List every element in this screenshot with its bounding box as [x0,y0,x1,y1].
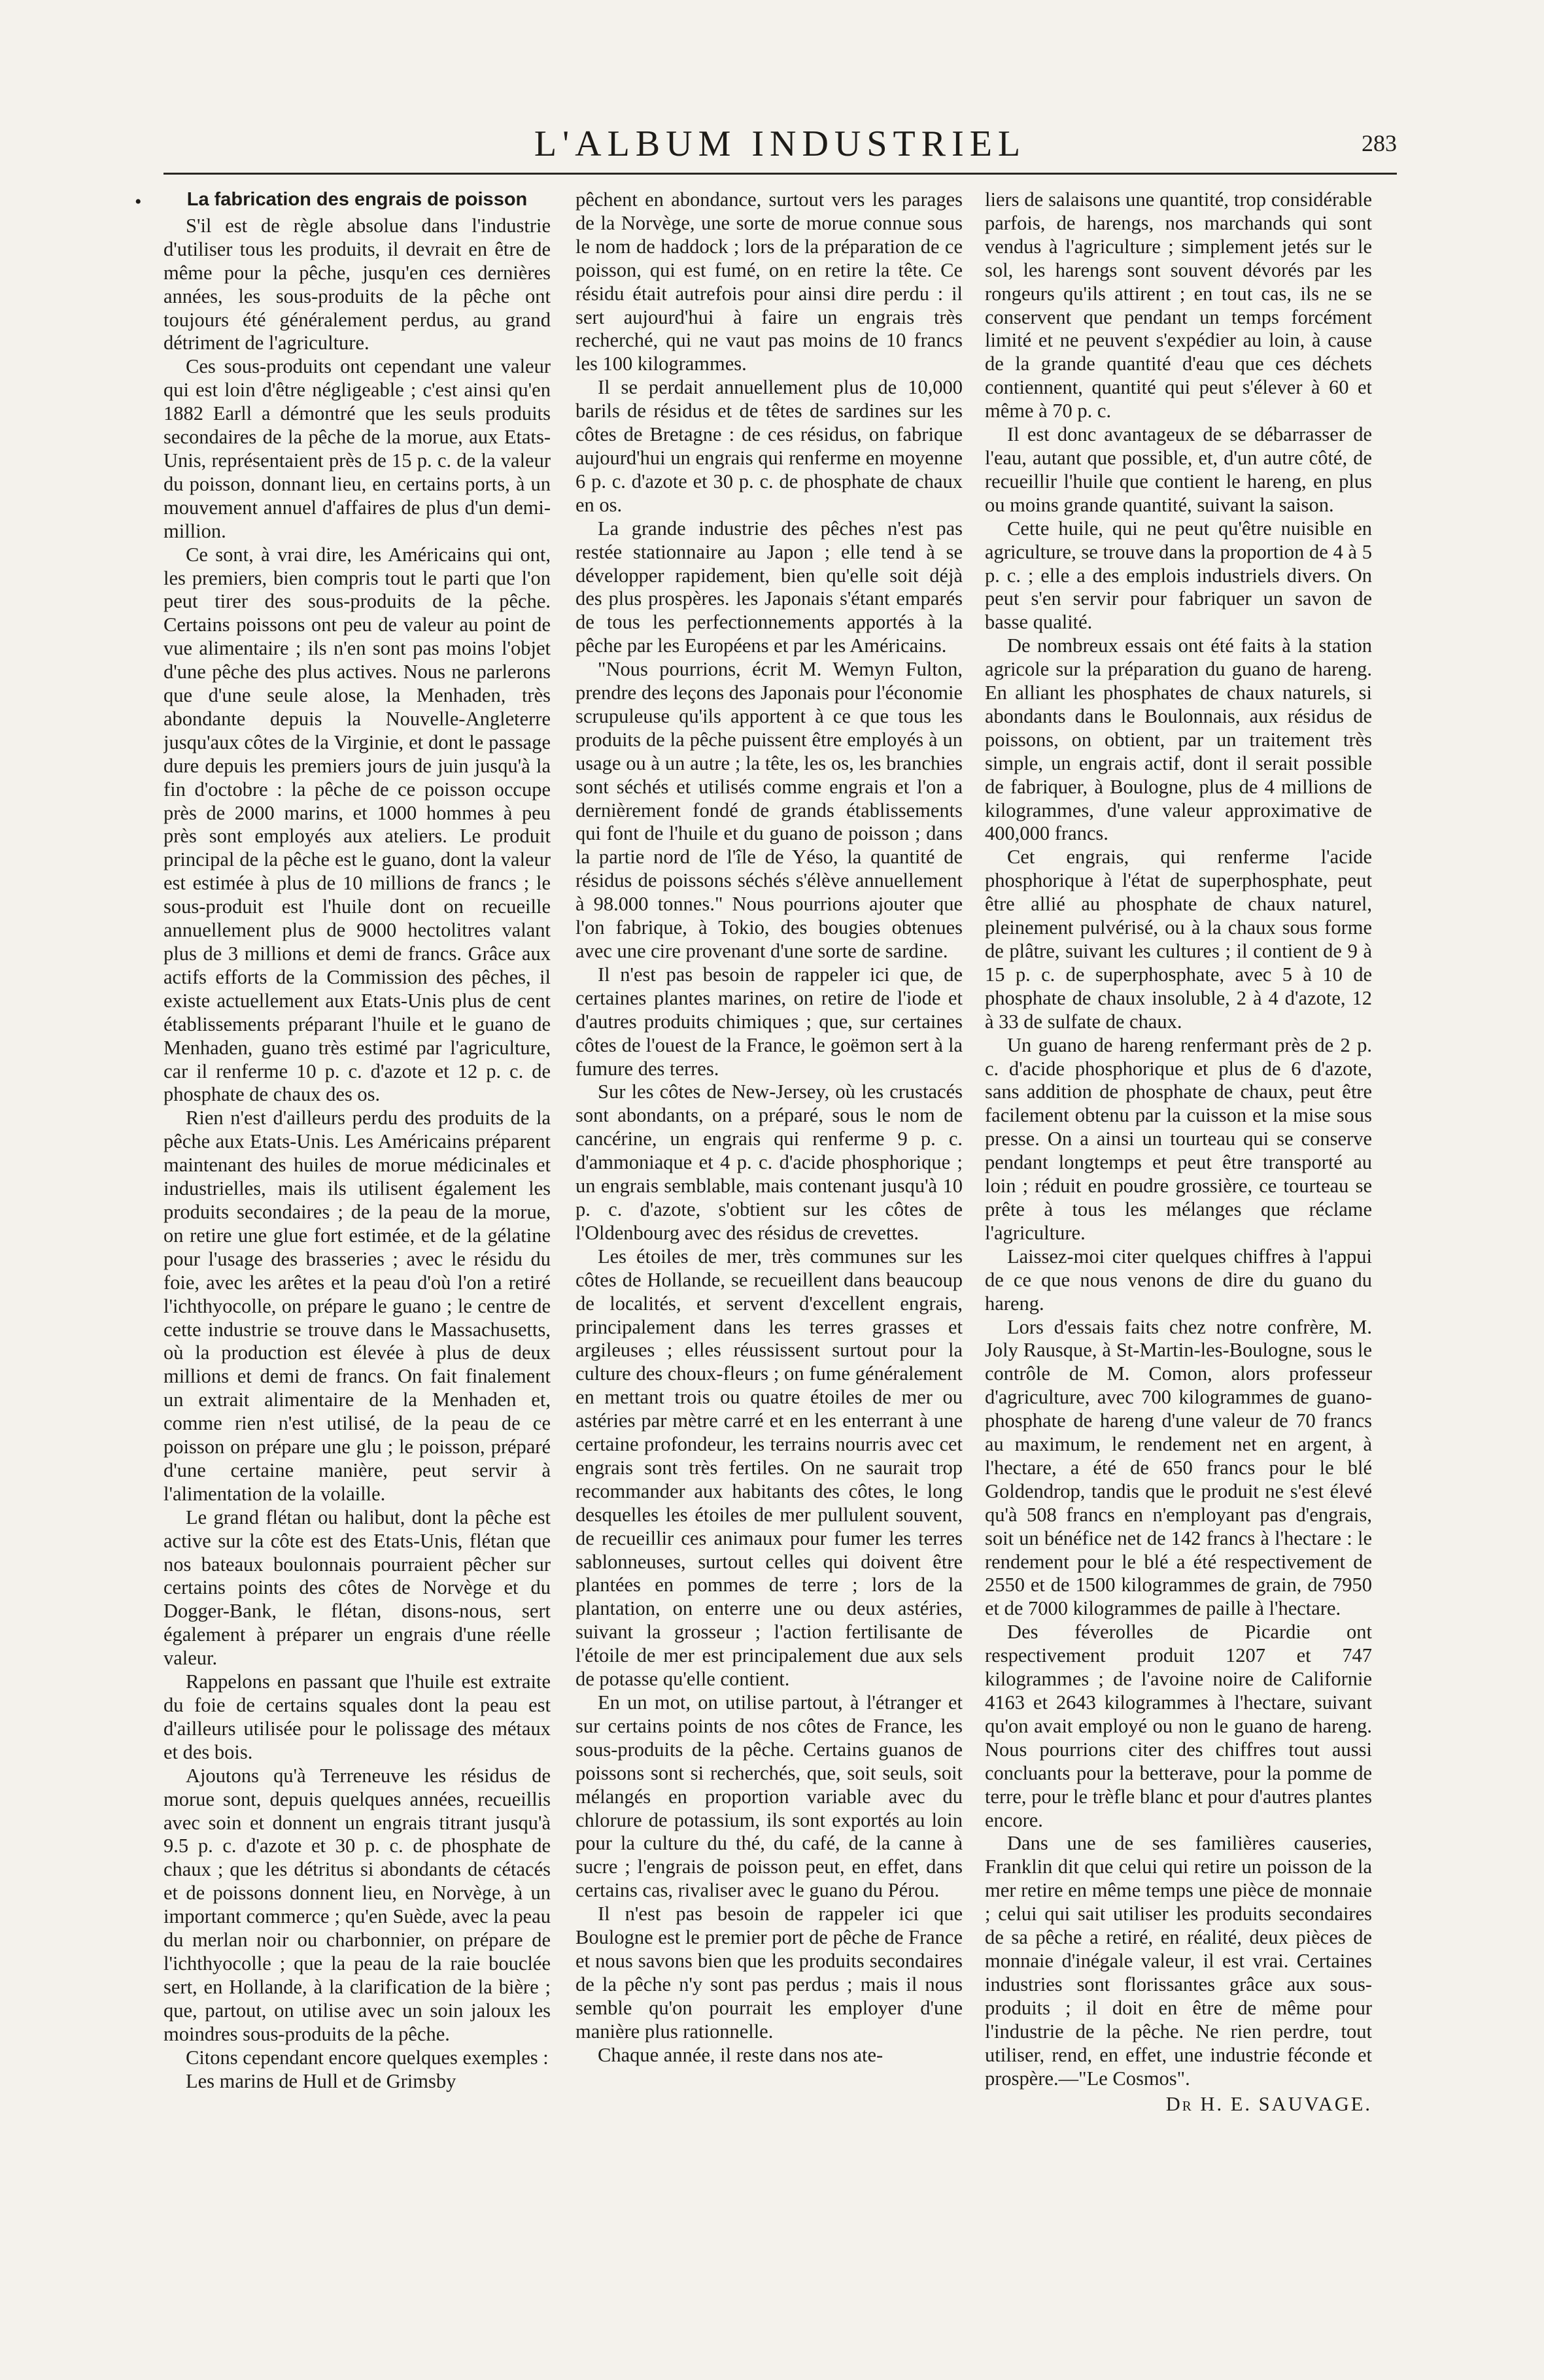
paragraph: Des féverolles de Picardie ont respectivement produit 1207 et 747 kilogrammes ; de l'avoine noire de Californie 4163 et 2643 kilogrammes à l'hectare, suivant qu'on avait employé ou non le guano de hareng. Nous pourrions citer des chiffres tout aussi concluants pour la betterave, pour la pomme de terre, pour le trèfle blanc et pour d'autres plantes encore. [985,1621,1372,1831]
paragraph: Un guano de hareng renfermant près de 2 p. c. d'acide phosphorique et plus de 6 d'azote, sans addition de phosphate de chaux, peut être facilement obtenu par la cuisson et la mise sous presse. On a ainsi un tourteau qui se conserve pendant longtemps et peut être transporté au loin ; réduit en poudre grossière, ce tourteau se prête à tous les mélanges que réclame l'agriculture. [985,1033,1372,1244]
paragraph: Cette huile, qui ne peut qu'être nuisible en agriculture, se trouve dans la proportion de 4 à 5 p. c. ; elle a des emplois industriels divers. On peut s'en servir pour fabriquer un savon de basse qualité. [985,517,1372,634]
paragraph: Sur les côtes de New-Jersey, où les crustacés sont abondants, on a préparé, sous le nom de cancérine, un engrais qui renferme 9 p. c. d'ammoniaque et 4 p. c. d'acide phosphorique ; un engrais semblable, mais contenant jusqu'à 10 p. c. d'azote, s'obtient sur les côtes de l'Oldenbourg avec des résidus de crevettes. [575,1080,963,1244]
author-signature: Dr H. E. SAUVAGE. [1165,2093,1372,2116]
paragraph: Ces sous-produits ont cependant une valeur qui est loin d'être négligeable ; c'est ainsi qu'en 1882 Earll a démontré que les seuls produits secondaires de la pêche de la morue, aux Etats-Unis, représentaient près de 15 p. c. de la valeur du poisson, donnant lieu, en certains ports, à un mouvement annuel d'affaires de plus d'un demi-million. [163,355,551,542]
page-header [163,111,1397,171]
paragraph: Chaque année, il reste dans nos ate- [598,2043,884,2066]
paragraph: Laissez-moi citer quelques chiffres à l'appui de ce que nous venons de dire du guano du hareng. [985,1245,1372,1315]
column-1 [163,188,551,2340]
paragraph: Ajoutons qu'à Terreneuve les résidus de morue sont, depuis quelques années, recueillis avec soin et donnent un engrais titrant jusqu'à 9.5 p. c. d'azote et 30 p. c. de phosphate de chaux ; que les détritus si abondants de cétacés et de poissons donnent lieu, en Norvège, à un important commerce ; qu'en Suède, avec la peau du merlan noir ou charbonnier, on prépare de l'ichthyocolle ; que la peau de la raie bouclée sert, en Hollande, à la clarification de la bière ; que, partout, on utilise avec un soin jaloux les moindres sous-produits de la pêche. [163,1764,551,2045]
paragraph: Dans une de ses familières causeries, Franklin dit que celui qui retire un poisson de la mer retire en même temps une pièce de monnaie ; celui qui sait utiliser les produits secondaires de sa pêche a retiré, en réalité, deux pièces de monnaie d'inégale valeur, il est vrai. Certaines industries sont florissantes grâce aux sous-produits ; il doit en être de même pour l'industrie de la pêche. Ne rien perdre, tout utiliser, rend, en effet, une industrie féconde et prospère.—"Le Cosmos". [985,1832,1372,2090]
paragraph: liers de salaisons une quantité, trop considérable parfois, de harengs, nos marchands qui sont vendus à l'agriculture ; simplement jetés sur le sol, les harengs sont souvent dévorés par les rongeurs qu'ils attirent ; en tout cas, ils ne se conservent que pendant un temps forcément limité et ne peuvent s'expédier au loin, à cause de la grande quantité d'eau que ces déchets contiennent, quantité qui peut s'élever à 60 et même à 70 p. c. [985,188,1372,423]
column-3 [985,188,1372,2340]
paragraph: Citons cependant encore quelques exemples : [186,2046,549,2069]
paragraph: Rien n'est d'ailleurs perdu des produits de la pêche aux Etats-Unis. Les Américains préparent maintenant des huiles de morue médicinales et industrielles, mais ils utilisent également les produits secondaires ; de la peau de la morue, on retire une glue fort estimée, et de la gélatine pour l'usage des brasseries ; avec le résidu du foie, avec les arêtes et la peau d'où l'on a retiré l'ichthyocolle, on prépare le guano ; le centre de cette industrie se trouve dans le Massachusetts, où la production est élevée à plus de deux millions et demi de francs. On fait finalement un extrait alimentaire de la Menhaden et, comme rien n'est utilisé, de la peau de ce poisson on prépare une glu ; le poisson, préparé d'une certaine manière, peut servir à l'alimentation de la volaille. [163,1107,551,1505]
paragraph: Il n'est pas besoin de rappeler ici que Boulogne est le premier port de pêche de France et nous savons bien que les produits secondaires de la pêche n'y sont pas perdus ; mais il nous semble qu'on pourrait les employer d'une manière plus rationnelle. [575,1903,963,2043]
paragraph: "Nous pourrions, écrit M. Wemyn Fulton, prendre des leçons des Japonais pour l'économie scrupuleuse qu'ils apportent à ce que tous les produits de la pêche puissent être employés à un usage ou à un autre ; la tête, les os, les branchies sont séchés et utilisés comme engrais et l'on a dernièrement fondé de grands établissements qui font de l'huile et du guano de poisson ; dans la partie nord de l'île de Yéso, la quantité de résidus de poissons séchés s'élève annuellement à 98.000 tonnes." Nous pourrions ajouter que l'on fabrique, à Tokio, des bougies obtenues avec une cire provenant d'une sorte de sardine. [575,658,963,962]
journal-title: L'ALBUM INDUSTRIEL [534,124,1027,164]
paragraph: Le grand flétan ou halibut, dont la pêche est active sur la côte est des Etats-Unis, flétan que nos bateaux boulonnais pourraient pêcher sur certains points des côtes de Norvège et du Dogger-Bank, le flétan, disons-nous, sert également à préparer un engrais d'une réelle valeur. [163,1506,551,1670]
article-title: La fabrication des engrais de poisson [186,189,528,210]
paragraph: En un mot, on utilise partout, à l'étranger et sur certains points de nos côtes de France, les sous-produits de la pêche. Certains guanos de poissons sont si recherchés, que, soit seuls, soit mélangés en proportion variable avec du chlorure de potassium, ils sont exportés au loin pour la culture du thé, du café, de la canne à sucre ; l'engrais de poisson peut, en effet, dans certains cas, rivaliser avec le guano du Pérou. [575,1691,963,1902]
paragraph: Les marins de Hull et de Grimsby [186,2069,456,2092]
paragraph: Il se perdait annuellement plus de 10,000 barils de résidus et de têtes de sardines sur les côtes de Bretagne : de ces résidus, on fabrique aujourd'hui un engrais qui renferme en moyenne 6 p. c. d'azote et 30 p. c. de phosphate de chaux en os. [575,376,963,516]
column-2 [575,188,963,2340]
paragraph: Il n'est pas besoin de rappeler ici que, de certaines plantes marines, on retire de l'iode et d'autres produits chimiques ; que, sur certaines côtes de l'ouest de la France, le goëmon sert à la fumure des terres. [575,963,963,1080]
paragraph: Lors d'essais faits chez notre confrère, M. Joly Rausque, à St-Martin-les-Boulogne, sous le contrôle de M. Comon, alors professeur d'agriculture, avec 700 kilogrammes de guano-phosphate de hareng d'une valeur de 70 francs au maximum, le rendement net en argent, à l'hectare, a été de 650 francs pour le blé Goldendrop, tandis que le produit ne s'est élevé qu'à 508 francs en n'employant pas d'engrais, soit un bénéfice net de 142 francs à l'hectare : le rendement pour le blé a été respectivement de 2550 et de 1500 kilogrammes de grain, de 7950 et de 7000 kilogrammes de paille à l'hectare. [985,1315,1372,1620]
paragraph: Ce sont, à vrai dire, les Américains qui ont, les premiers, bien compris tout le parti que l'on peut tirer des sous-produits de la pêche. Certains poissons ont peu de valeur au point de vue alimentaire ; ils n'en sont pas moins l'objet d'une pêche des plus actives. Nous ne parlerons que d'une seule alose, la Menhaden, très abondante depuis la Nouvelle-Angleterre jusqu'aux côtes de la Virginie, et dont le passage dure depuis les premiers jours de juin jusqu'à la fin d'octobre : la pêche de ce poisson occupe près de 2000 marins, et 1000 hommes à peu près sont employés aux ateliers. Le produit principal de la pêche est le guano, dont la valeur est estimée à plus de 10 millions de francs ; le sous-produit est l'huile dont on recueille annuellement plus de 9000 hectolitres valant plus de 3 millions et demi de francs. Grâce aux actifs efforts de la Commission des pêches, il existe actuellement aux Etats-Unis plus de cent établissements préparant l'huile et le guano de Menhaden, guano très estimé par l'agriculture, car il renferme 10 p. c. d'azote et 12 p. c. de phosphate de chaux des os. [163,543,551,1106]
paragraph: La grande industrie des pêches n'est pas restée stationnaire au Japon ; elle tend à se développer rapidement, bien qu'elle soit déjà des plus prospères. les Japonais s'étant emparés de tous les perfectionnements apportés à la pêche par les Européens et par les Américains. [575,517,963,657]
header-rule [163,173,1397,175]
paragraph: pêchent en abondance, surtout vers les parages de la Norvège, une sorte de morue connue sous le nom de haddock ; lors de la préparation de ce poisson, qui est fumé, on en retire la tête. Ce résidu était autrefois pour ainsi dire perdu : il sert aujourd'hui à faire un engrais très recherché, qui ne vaut pas moins de 10 francs les 100 kilogrammes. [575,188,963,375]
paragraph: De nombreux essais ont été faits à la station agricole sur la préparation du guano de hareng. En alliant les phosphates de chaux naturels, si abondants dans le Boulonnais, aux résidus de poissons, on obtient, par un traitement très simple, un engrais actif, dont il serait possible de fabriquer, à Boulogne, plus de 4 millions de kilogrammes, d'une valeur approximative de 400,000 francs. [985,634,1372,845]
paragraph: S'il est de règle absolue dans l'industrie d'utiliser tous les produits, il devrait en être de même pour la pêche, jusqu'en ces dernières années, les sous-produits de la pêche ont toujours été généralement perdus, au grand détriment de l'agriculture. [163,214,551,354]
page-number: 283 [1362,130,1397,156]
bullet-mark-icon: • [135,191,142,213]
paragraph: Les étoiles de mer, très communes sur les côtes de Hollande, se recueillent dans beaucoup de localités, et servent d'excellent engrais, principalement dans les terres grasses et argileuses ; elles réussissent surtout pour la culture des choux-fleurs ; on fume généralement en mettant trois ou quatre étoiles de mer ou astéries par mètre carré et en les enterrant à une certaine profondeur, les terrains nourris avec cet engrais sont très fertiles. On ne saurait trop recommander aux habitants des côtes, le long desquelles les étoiles de mer pullulent souvent, de recueillir ces animaux pour fumer les terres sablonneuses, surtout celles qui doivent être plantées en pommes de terre ; lors de la plantation, on enterre une ou deux astéries, suivant la grosseur ; l'action fertilisante de l'étoile de mer est principalement due aux sels de potasse qu'elle contient. [575,1245,963,1691]
paragraph: Cet engrais, qui renferme l'acide phosphorique à l'état de superphosphate, peut être allié au phosphate de chaux naturel, pleinement pulvérisé, ou à la chaux sous forme de plâtre, suivant les cultures ; il contient de 9 à 15 p. c. de superphosphate, avec 5 à 10 de phosphate de chaux insoluble, 2 à 4 d'azote, 12 à 33 de sulfate de chaux. [985,846,1372,1033]
paragraph: Rappelons en passant que l'huile est extraite du foie de certains squales dont la peau est d'ailleurs utilisée pour le polissage des métaux et des bois. [163,1670,551,1763]
paragraph: Il est donc avantageux de se débarrasser de l'eau, autant que possible, et, d'un autre côté, de recueillir l'huile que contient le hareng, en plus ou moins grande quantité, suivant la saison. [985,423,1372,516]
